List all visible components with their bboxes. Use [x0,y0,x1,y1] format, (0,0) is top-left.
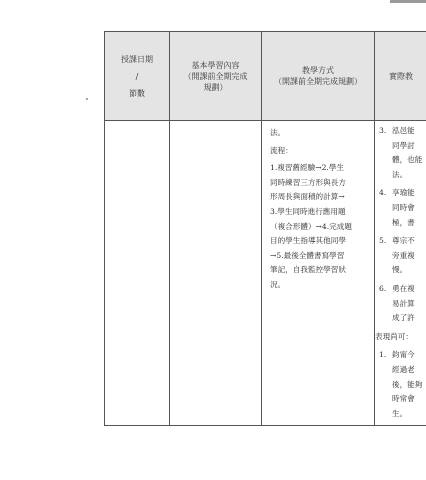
header-date-sessions [105,32,170,121]
observation-text-line: 享瑜能 [392,188,415,198]
lesson-plan-table [104,31,426,426]
table-body-row [105,121,426,426]
observation-text-line: 旁重複 [392,250,415,260]
header-text: 實際教 [389,71,413,81]
scan-edge-mark [390,0,426,3]
header-text: 授課日期 [121,54,153,64]
header-actual [375,32,426,121]
header-text: 基本學習內容 [191,60,240,70]
method-text-line: 形周長與面積的計算→ [270,192,345,202]
observation-text-line: 鈞甯今 [392,350,415,360]
item-number: 4. [379,188,387,198]
header-text: 規劃） [203,82,228,92]
cell-teaching-method [262,121,375,426]
item-number: 1. [379,350,387,360]
method-text-line: 筆記，自我監控學習狀 [270,265,346,275]
observation-text-line: 同時會 [392,202,415,212]
header-basic-content [170,32,262,121]
observation-item [379,234,426,278]
header-text: （開課前全期完成 [183,71,248,81]
table-header-row [105,32,426,121]
observation-text-line: 成了許 [392,313,415,323]
observation-item [379,348,426,421]
subheading: 表現尚可： [375,331,413,341]
observation-text-line: 尊宗不 [392,236,415,246]
header-text: （開課前全期完成規劃） [274,77,362,86]
observation-text-line: 後，能夠 [392,379,423,389]
observation-text-line: 極，書 [392,217,415,227]
header-text: / [135,71,139,81]
cell-date-empty [105,121,170,426]
observation-item [379,282,426,326]
observation-text-line: 勇在複 [392,283,415,293]
observation-item [379,124,426,182]
cell-content-empty [170,121,262,426]
method-text-line: （複合形體）→4.完成題 [270,221,352,231]
observation-text-line: 易計算 [392,298,415,308]
method-text-line: 3.學生同時進行應用題 [270,206,346,216]
method-text-line: 目的學生指導其他同學 [270,236,346,246]
header-text: 節數 [129,88,145,98]
method-text-line: 流程： [270,145,293,155]
observation-text-line: 泓邑能 [392,126,415,135]
method-text-line: 同時練習三方形與長方 [270,177,346,187]
header-text: 教學方式 [302,66,334,75]
header-teaching-method [262,32,375,121]
method-text-line: →5.最後全體書寫學習 [270,250,345,260]
observation-text-line: 法。 [392,169,408,179]
observation-text-line: 經過老 [392,364,415,374]
observation-text-line: 慢。 [392,265,408,275]
observation-text-line: 體，也能 [392,155,423,165]
observation-item [379,186,426,230]
method-text-line: 況。 [270,279,286,289]
item-number: 6. [379,283,387,293]
scan-speck [86,98,88,100]
observation-text-line: 同學討 [392,140,415,150]
item-number: 5. [379,236,387,246]
cell-actual-notes [375,121,426,426]
method-text-line: 法。 [270,128,286,137]
observation-text-line: 生。 [392,408,408,418]
method-text-line: 1.複習舊經驗→2.學生 [270,163,345,173]
observation-text-line: 時常會 [392,394,415,404]
item-number: 3. [379,126,387,135]
